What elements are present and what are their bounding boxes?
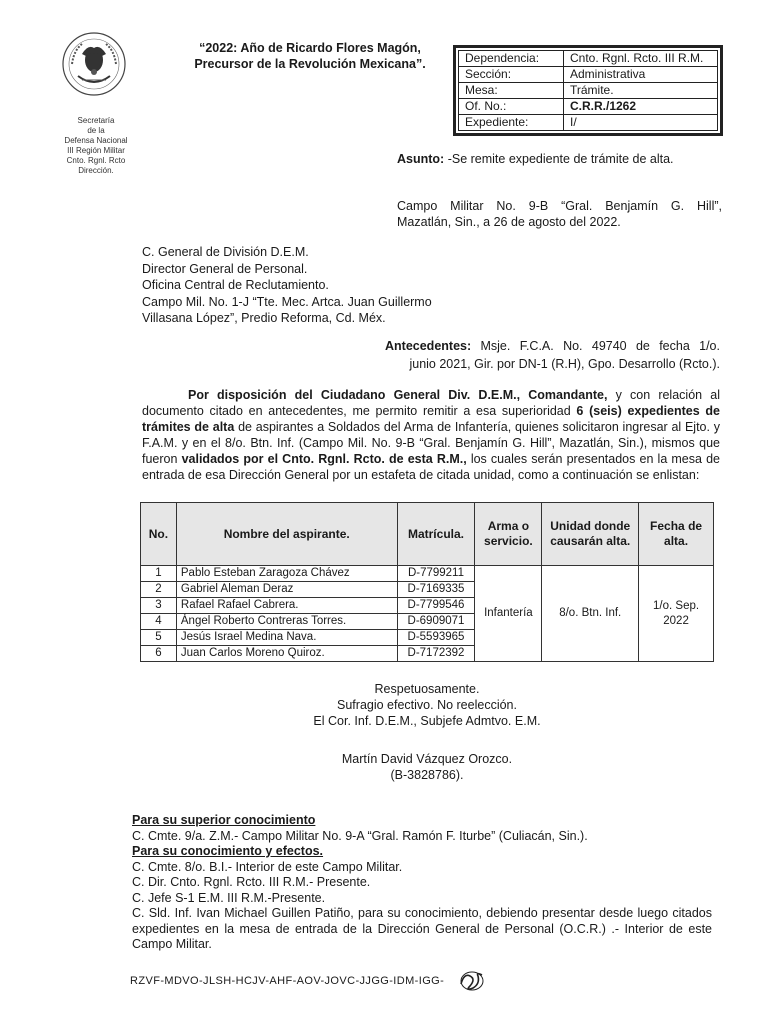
cell-name: Gabriel Aleman Deraz [176, 582, 397, 598]
copies-item: C. Cmte. 8/o. B.I.- Interior de este Campo Militar. [132, 859, 403, 874]
sender-block [40, 116, 152, 176]
header-name: Nombre del aspirante. [176, 503, 397, 566]
closing-block [140, 681, 714, 729]
motto-line-2: Precursor de la Revolución Mexicana”. [194, 57, 426, 71]
reference-box [453, 45, 723, 136]
table-row [141, 566, 714, 582]
recipient-line: Villasana López”, Predio Reforma, Cd. Méx. [142, 311, 386, 325]
cell-no: 4 [141, 614, 177, 630]
header-arma: Arma o servicio. [475, 503, 542, 566]
reference-table [458, 50, 718, 131]
cell-name: Ángel Roberto Contreras Torres. [176, 614, 397, 630]
subject [397, 151, 722, 167]
antecedentes-line-1 [385, 337, 720, 355]
signature-block [140, 751, 714, 783]
sender-line: Dirección. [78, 166, 114, 175]
body-text: y con relación al documento citado en antecedentes, me permito remitir a esa superioridad [142, 388, 720, 418]
reference-initials: RZVF-MDVO-JLSH-HCJV-AHF-AOV-JOVC-JJGG-IDM-IGG- [130, 975, 445, 987]
reference-value: I/ [564, 115, 718, 131]
cell-no: 1 [141, 566, 177, 582]
body-text: de aspirantes a Soldados del Arma de Infantería, quienes solicitaron ingresar al Ejto. y F.A.M. y en el 8/o. Btn. Inf. (Campo Mil. No. 9-B “Gral. Benjamín G. Hill”, Mazatlán, Sin.), mismos que fueron [142, 420, 720, 466]
cell-no: 3 [141, 598, 177, 614]
reference-value: C.R.R./1262 [564, 99, 718, 115]
antecedentes-label: Antecedentes: [385, 339, 472, 353]
header-matricula: Matrícula. [397, 503, 475, 566]
antecedentes [385, 337, 720, 373]
reference-value: Trámite. [564, 83, 718, 99]
candidates-table [140, 502, 714, 662]
copies-item: C. Sld. Inf. Ivan Michael Guillen Patiño, para su conocimiento, debiendo presentar desde luego citados expedientes en la mesa de entrada de la Dirección General de Personal (O.C.R.) .- Interior de este Campo Militar. [132, 906, 712, 951]
candidates-table-grid [140, 502, 714, 662]
body-text-bold: validados por el Cnto. Rgnl. Rcto. de esta R.M., [181, 452, 467, 466]
sender-line: de la [87, 126, 105, 135]
reference-row [459, 115, 718, 131]
cell-no: 5 [141, 630, 177, 646]
body-text-bold: Por disposición del Ciudadano General Div. D.E.M., Comandante, [188, 388, 608, 402]
reference-row [459, 67, 718, 83]
cell-name: Jesús Israel Medina Nava. [176, 630, 397, 646]
copies-heading: Para su conocimiento y efectos. [132, 844, 324, 858]
reference-value: Administrativa [564, 67, 718, 83]
closing-line: El Cor. Inf. D.E.M., Subjefe Admtvo. E.M. [313, 714, 541, 728]
recipient-line: Oficina Central de Reclutamiento. [142, 278, 329, 292]
signer-id: (B-3828786). [390, 768, 464, 782]
table-header-row [141, 503, 714, 566]
place-line-2: Mazatlán, Sin., a 26 de agosto del 2022. [397, 215, 621, 229]
copies-item: C. Dir. Cnto. Rgnl. Rcto. III R.M.- Presente. [132, 875, 371, 889]
reference-row [459, 51, 718, 67]
cell-matricula: D-7169335 [397, 582, 475, 598]
recipient-block [142, 244, 482, 327]
header-unidad: Unidad donde causarán alta. [542, 503, 639, 566]
cell-name: Rafael Rafael Cabrera. [176, 598, 397, 614]
cell-matricula: D-7172392 [397, 646, 475, 662]
closing-line: Sufragio efectivo. No reelección. [337, 698, 517, 712]
handwritten-initials-icon [458, 970, 486, 992]
copies-item: C. Jefe S-1 E.M. III R.M.-Presente. [132, 890, 326, 905]
reference-row [459, 83, 718, 99]
cell-fecha [639, 566, 714, 662]
cell-name: Juan Carlos Moreno Quiroz. [176, 646, 397, 662]
motto-line-1: “2022: Año de Ricardo Flores Magón, [199, 41, 421, 55]
reference-row [459, 99, 718, 115]
cell-name: Pablo Esteban Zaragoza Chávez [176, 566, 397, 582]
recipient-line: Campo Mil. No. 1-J “Tte. Mec. Artca. Juan Guillermo [142, 294, 432, 309]
reference-label: Expediente: [459, 115, 564, 131]
sender-line: Defensa Nacional [64, 136, 128, 145]
body-text-bold: 6 (seis) expedientes de trámites de alta [142, 404, 721, 434]
place-date [397, 198, 722, 230]
reference-value: Cnto. Rgnl. Rcto. III R.M. [564, 51, 718, 67]
cell-matricula: D-7799546 [397, 598, 475, 614]
copies-block [132, 813, 712, 953]
reference-label: Sección: [459, 67, 564, 83]
reference-label: Of. No.: [459, 99, 564, 115]
antecedentes-line-2: junio 2021, Gir. por DN-1 (R.H), Gpo. Desarrollo (Rcto.). [409, 357, 720, 371]
header-no: No. [141, 503, 177, 566]
cell-matricula: D-6909071 [397, 614, 475, 630]
body-text: los cuales serán presentados en la mesa de entrada de esa Dirección General por un estafeta de citada unidad, como a continuación se enlistan: [142, 452, 720, 482]
recipient-line: Director General de Personal. [142, 261, 308, 276]
fecha-line-2: 2022 [663, 614, 689, 627]
reference-label: Dependencia: [459, 51, 564, 67]
body-paragraph [142, 387, 720, 483]
header-fecha: Fecha de alta. [639, 503, 714, 566]
cell-matricula: D-5593965 [397, 630, 475, 646]
reference-label: Mesa: [459, 83, 564, 99]
place-line-1: Campo Militar No. 9-B “Gral. Benjamín G. Hill”, [397, 199, 722, 213]
national-seal-icon [60, 30, 128, 114]
year-motto [190, 40, 430, 72]
sender-line: Cnto. Rgnl. Rcto [66, 156, 126, 165]
closing-line: Respetuosamente. [374, 682, 480, 696]
recipient-line: C. General de División D.E.M. [142, 245, 309, 259]
copies-item: C. Cmte. 9/a. Z.M.- Campo Militar No. 9-A “Gral. Ramón F. Iturbe” (Culiacán, Sin.). [132, 828, 588, 843]
cell-matricula: D-7799211 [397, 566, 475, 582]
copies-heading: Para su superior conocimiento [132, 813, 316, 827]
subject-text: -Se remite expediente de trámite de alta. [444, 152, 674, 166]
cell-no: 2 [141, 582, 177, 598]
cell-unidad: 8/o. Btn. Inf. [542, 566, 639, 662]
antecedentes-text: Msje. F.C.A. No. 49740 de fecha 1/o. [471, 339, 720, 353]
subject-label: Asunto: [397, 152, 445, 166]
sender-line: Secretaría [77, 116, 115, 125]
fecha-line-1: 1/o. Sep. [653, 599, 700, 612]
cell-arma: Infantería [475, 566, 542, 662]
cell-no: 6 [141, 646, 177, 662]
sender-line: III Región Militar [67, 146, 125, 155]
signer-name: Martín David Vázquez Orozco. [341, 752, 513, 766]
